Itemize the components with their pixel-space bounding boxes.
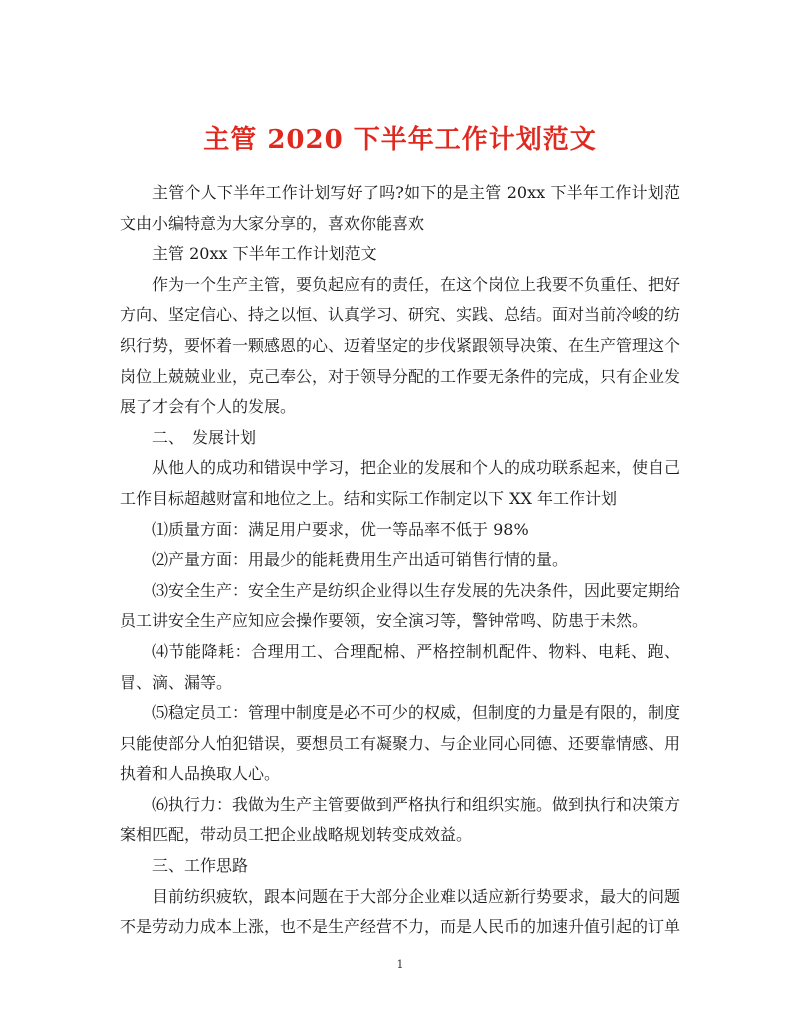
paragraph-role: 作为一个生产主管，要负起应有的责任，在这个岗位上我要不负重任、把好方向、坚定信心、持之以恒、认真学习、研究、实践、总结。面对当前冷峻的纺织行势，要怀着一颗感恩的心、迈着坚定的步伐紧跟领导决策、在生产管理这个岗位上兢兢业业，克己奉公，对于领导分配的工作要无条件的完成，只有企业发展了才会有个人的发展。	[120, 274, 681, 417]
list-item-execution: ⑹执行力：我做为生产主管要做到严格执行和组织实施。做到执行和决策方案相匹配，带动员工把企业战略规划转变成效益。	[120, 794, 681, 845]
section-heading-work-ideas: 三、工作思路	[152, 856, 249, 876]
list-item-energy: ⑷节能降耗：合理用工、合理配棉、严格控制机配件、物料、电耗、跑、冒、滴、漏等。	[120, 641, 680, 692]
section-heading-development-plan: 二、 发展计划	[152, 427, 257, 447]
list-item-output: ⑵产量方面：用最少的能耗费用生产出适可销售行情的量。	[152, 550, 569, 570]
paragraph-subtitle: 主管 20xx 下半年工作计划范文	[152, 244, 377, 264]
paragraph-development: 从他人的成功和错误中学习，把企业的发展和个人的成功联系起来，使自己工作目标超越财富和地位之上。结和实际工作制定以下 XX 年工作计划	[120, 458, 681, 508]
document-body	[120, 178, 680, 943]
paragraph-work-ideas: 目前纺织疲软，跟本问题在于大部分企业难以适应新行势要求，最大的问题不是劳动力成本上涨，也不是生产经营不力，而是人民币的加速升值引起的订单	[120, 886, 681, 937]
list-item-quality: ⑴质量方面：满足用户要求，优一等品率不低于 98%	[152, 519, 529, 539]
paragraph-intro: 主管个人下半年工作计划写好了吗?如下的是主管 20xx 下半年工作计划范文由小编特意为大家分享的，喜欢你能喜欢	[120, 183, 680, 233]
page-number: 1	[396, 958, 404, 971]
list-item-staff: ⑸稳定员工：管理中制度是必不可少的权威，但制度的力量是有限的，制度只能使部分人怕犯错误，要想员工有凝聚力、与企业同心同德、还要靠情感、用执着和人品换取人心。	[120, 703, 681, 784]
document-title: 主管 2020 下半年工作计划范文	[203, 125, 597, 156]
list-item-safety: ⑶安全生产：安全生产是纺织企业得以生存发展的先决条件，因此要定期给员工讲安全生产应知应会操作要领，安全演习等，警钟常鸣、防患于未然。	[120, 580, 681, 631]
